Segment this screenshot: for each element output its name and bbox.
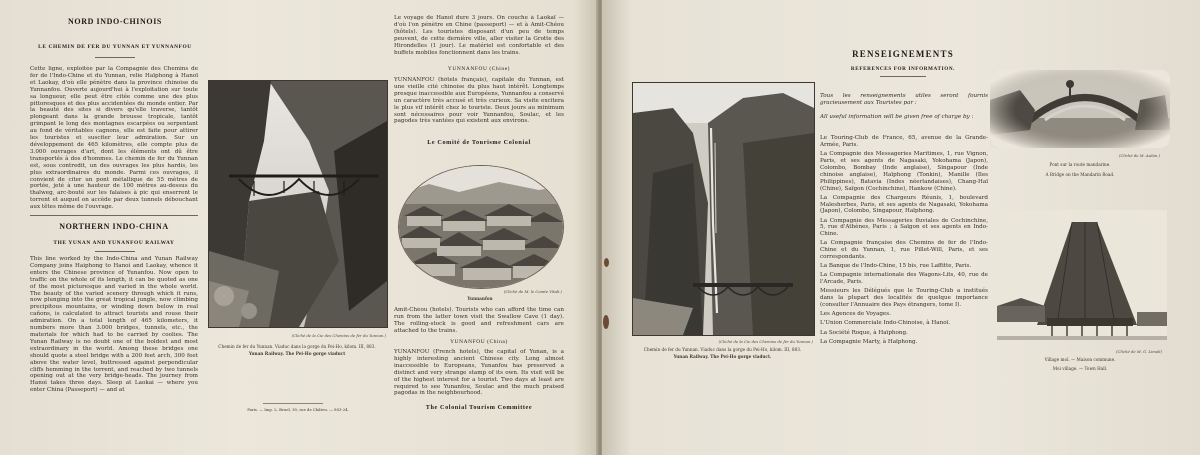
- info-list: [820, 135, 988, 395]
- village-photo-image: [997, 210, 1167, 340]
- village-photo-credit: (Cliché de M. G. Limoli): [1116, 349, 1162, 354]
- gorge-photo-caption-fr: Chemin de fer du Yunnan. Viaduc dans la gorge du Pei-Ho, kilom. III, 883.: [643, 347, 802, 352]
- yunnanfou-en-body: YUNANFOU (French hotels), the capital of Yunan, is a highly interesting ancient Chinese city. Long almost inaccessible to Europeans, Yunanfou has preserved a distinct and very strange stamp of its own. Its visit will be of the highest interest for a tourist. Two days at least are required to see Yunanfou, Soulac and the much praised pagodas in the neighbourhood.: [394, 349, 564, 397]
- info-title: RENSEIGNEMENTS: [852, 49, 954, 59]
- village-photo: [997, 210, 1167, 340]
- gorge-photo-image: [633, 83, 814, 335]
- info-item: La Banque de l'Indo-Chine, 15 bis, rue Laffitte, Paris.: [820, 263, 972, 270]
- info-item: Le Touring-Club de France, 65, avenue de la Grande-Armée, Paris.: [820, 135, 988, 148]
- info-item: La Société Roque, à Haïphong.: [820, 329, 908, 336]
- en-title: NORTHERN INDO-CHINA: [59, 222, 169, 231]
- info-item: La Compagnie des Messageries Maritimes, 1, rue Vignon, Paris, et ses agents de Nagasaki, Yokohama (Japon), Colombo, Bombay (Inde anglaise), Singapour (Inde chinoise anglaise), Haïphong (Tonkin), Manille (Iles Philippines), Batavia (Indes néerlandaises), Chang-Haï (Chine), Saïgon (Cochinchine), Hankow (Chine).: [820, 151, 988, 192]
- viaduct-photo-caption-fr: Chemin de fer du Yunnan. Viaduc dans la gorge du Pei-Ho, kilom. III, 883.: [218, 344, 376, 349]
- right-page: [602, 0, 1200, 455]
- yunnanfou-photo: [398, 165, 564, 289]
- comite-fr: Le Comité de Tourisme Colonial: [427, 139, 531, 146]
- village-photo-caption-fr: Village moï. — Maison commune.: [1044, 357, 1116, 362]
- fr-subtitle: LE CHEMIN DE FER DU YUNNAN ET YUNNANFOU: [38, 44, 192, 50]
- journey-fr-text: Le voyage de Hanoï dure 3 jours. On couche à Laokaï — d'où l'on pénètre en Chine (passeport) — et à Amit-Chéou (hôtels). Les touristes disposant d'un peu de temps peuvent, de cette dernière ville, aller visiter la Grotte des Hirondelles (1 jour). Le matériel est confortable et des buffets mobiles fonctionnent dans les trains.: [394, 15, 564, 56]
- yunnanfou-fr-body: YUNNANFOU (hôtels français), capitale du Yunnan, est une vieille cité chinoise du plus haut intérêt. Longtemps presque inaccessible aux Européens, Yunnanfou a conservé un caractère très accusé et très curieux. Sa visite excitera le plus vif intérêt chez le touriste. Deux jours au minimum sont nécessaires pour voir Yunnanfou, Soulac, et les pagodes très vantées qui existent aux environs.: [394, 77, 564, 125]
- info-item: La Compagnie des Chargeurs Réunis, 1, boulevard Malesherbes, Paris, et ses agents de Nagasaki, Yokohama (Japon), Colombo, Singapour, Haïphong.: [820, 194, 988, 215]
- printer-imprint: Paris. — Imp. L. Bruel, 30, rue de Châteu. — 803-24.: [247, 407, 349, 412]
- info-intro-en: All useful information will be given free of charge by :: [820, 114, 974, 120]
- bridge-photo-caption-fr: Pont sur la route mandarine.: [1049, 162, 1111, 167]
- viaduct-photo-caption-en: Yunan Railway. The Pei-Ho gorge viaduct: [248, 351, 346, 356]
- section-divider: [30, 215, 198, 216]
- info-subtitle: REFERENCES FOR INFORMATION.: [850, 66, 956, 72]
- info-item: La Compagnie française des Chemins de fer de l'Indo-Chine et du Yunnan, 1, rue Pillet-Will, Paris, et ses correspondants.: [820, 240, 988, 261]
- en-subtitle-rule: [95, 251, 135, 252]
- yunnanfou-fr-heading: YUNNANFOU (Chine): [447, 66, 511, 72]
- binding-stain: [604, 258, 609, 267]
- info-item: Messieurs les Délégués que le Touring-Club a institués dans la plupart des localités de quelque importance (consulter l'Annuaire des Pays étrangers, tome I).: [820, 288, 988, 309]
- info-item: La Compagnie Marty, à Haïphong.: [820, 338, 918, 345]
- en-body: This line worked by the Indo-China and Yunan Railway Company joins Haiphong to Hanoi and Laokay, whence it enters the Chinese province of Yunanfou. Now open to traffic on the whole of its length, it can be quoted as one of the most picturesque and varied in the whole world. The beauty of the varied scenery through which it runs, now plunging into the great tropical jungle, now climbing precipitous mountains, or winding down below in real cañons, is calculated to attract tourists and rouse their admiration. On a total length of 465 kilometers, it numbers more than 3.000 bridges, tunnels, etc., the materials for which had to be carried by coolies. The Yunan Railway is no doubt one of the boldest and most extraordinary in the world. Among these bridges one should quote a steel bridge with a 200 feet arch, 300 feet above the water level, buttressed against perpendicular cliffs hemming in the torrent, and reached by two tunnels opening out at the very bridge-heads. The journey from Hanoi takes three days. Sleep at Laokai — where you enter China (Passeport) — and at: [30, 256, 198, 394]
- gorge-photo-credit: (Cliché de la Cie des Chemins de fer du Yunnan.): [718, 339, 813, 344]
- bridge-photo-image: [990, 70, 1170, 148]
- yunnanfou-en-heading: YUNANFOU (China): [450, 339, 508, 345]
- left-page: [0, 0, 598, 455]
- info-item: L'Union Commerciale Indo-Chinoise, à Hanoï.: [820, 320, 951, 327]
- info-subtitle-rule: [880, 76, 926, 77]
- amit-en-text: Amit-Chéou (hotels). Tourists who can afford the time can run from the latter town visit the Swallow Cave (1 day). The rolling-stock is good and refreshment cars are attached to the trains.: [394, 307, 564, 334]
- fr-title: NORD INDO-CHINOIS: [68, 17, 162, 26]
- info-item: La Compagnie des Messageries fluviales de Cochinchine, 5, rue d'Athènes, Paris ; à Saïgon et ses agents en Indo-Chine.: [820, 217, 988, 238]
- info-item: Les Agences de Voyages.: [820, 311, 891, 318]
- gorge-photo: [632, 82, 815, 336]
- viaduct-photo-credit: (Cliché de la Cie des Chemins de fer du Yunnan.): [291, 333, 386, 338]
- bridge-photo-credit: (Cliché de M. Aubin.): [1119, 153, 1160, 158]
- gorge-photo-caption-en: Yunan Railway. The Pei-Ho gorge viaduct.: [673, 354, 772, 359]
- info-intro-fr: Tous les renseignements utiles seront fournis gracieusement aux Touristes par :: [820, 93, 988, 106]
- fr-subtitle-rule: [95, 57, 135, 58]
- yunnanfou-photo-credit: (Cliché de M. le Comte Vitali.): [503, 289, 562, 294]
- bridge-photo: [990, 70, 1170, 148]
- yunnanfou-photo-caption: Yunnanfou: [467, 296, 493, 301]
- en-subtitle: THE YUNAN AND YUNANFOU RAILWAY: [53, 240, 175, 246]
- printer-rule: [263, 403, 323, 404]
- comite-en: The Colonial Tourism Committee: [425, 404, 533, 411]
- bridge-photo-caption-en: A Bridge on the Mandarin Road.: [1045, 172, 1115, 177]
- viaduct-photo: [208, 80, 388, 328]
- binding-stain: [603, 315, 609, 329]
- yunnanfou-photo-image: [399, 166, 563, 288]
- village-photo-caption-en: Moi village. — Town Hall.: [1052, 366, 1108, 371]
- viaduct-photo-image: [209, 81, 387, 327]
- fr-body: Cette ligne, exploitée par la Compagnie des Chemins de fer de l'Indo-Chine et du Yunnan, relie Haïphong à Hanoï et Laokay, d'où elle pénètre dans la province chinoise du Yunnanfou. Ouverte aujourd'hui à l'exploitation sur toute sa longueur, elle peut être citée comme une des plus pittoresques et des plus accidentées du monde entier. Par la beauté des sites si divers qu'elle traverse, tantôt plongeant dans la grande brousse tropicale, tantôt grimpant le long des montagnes escarpées ou serpentant au fond de véritables cagnons, elle est faite pour attirer les touristes et susciter leur admiration. Sur un développement de 465 kilomètres, elle compte plus de 3.000 ouvrages d'art, dont les éléments ont dû être transportés à dos d'hommes. Le chemin de fer du Yunnan est, sous contredit, un des ouvrages les plus hardis, les plus extraordinaires du monde. Parmi ces ouvrages, il convient de citer un pont métallique de 55 mètres de portée, jeté à une hauteur de 100 mètres au-dessus du thalweg, arc-bouté sur les falaises à pic qui enserrent le torrent et auquel on accède par deux tunnels débouchant aux têtes même de l'ouvrage.: [30, 66, 198, 211]
- info-item: La Compagnie internationale des Wagons-Lits, 40, rue de l'Arcade, Paris.: [820, 272, 988, 286]
